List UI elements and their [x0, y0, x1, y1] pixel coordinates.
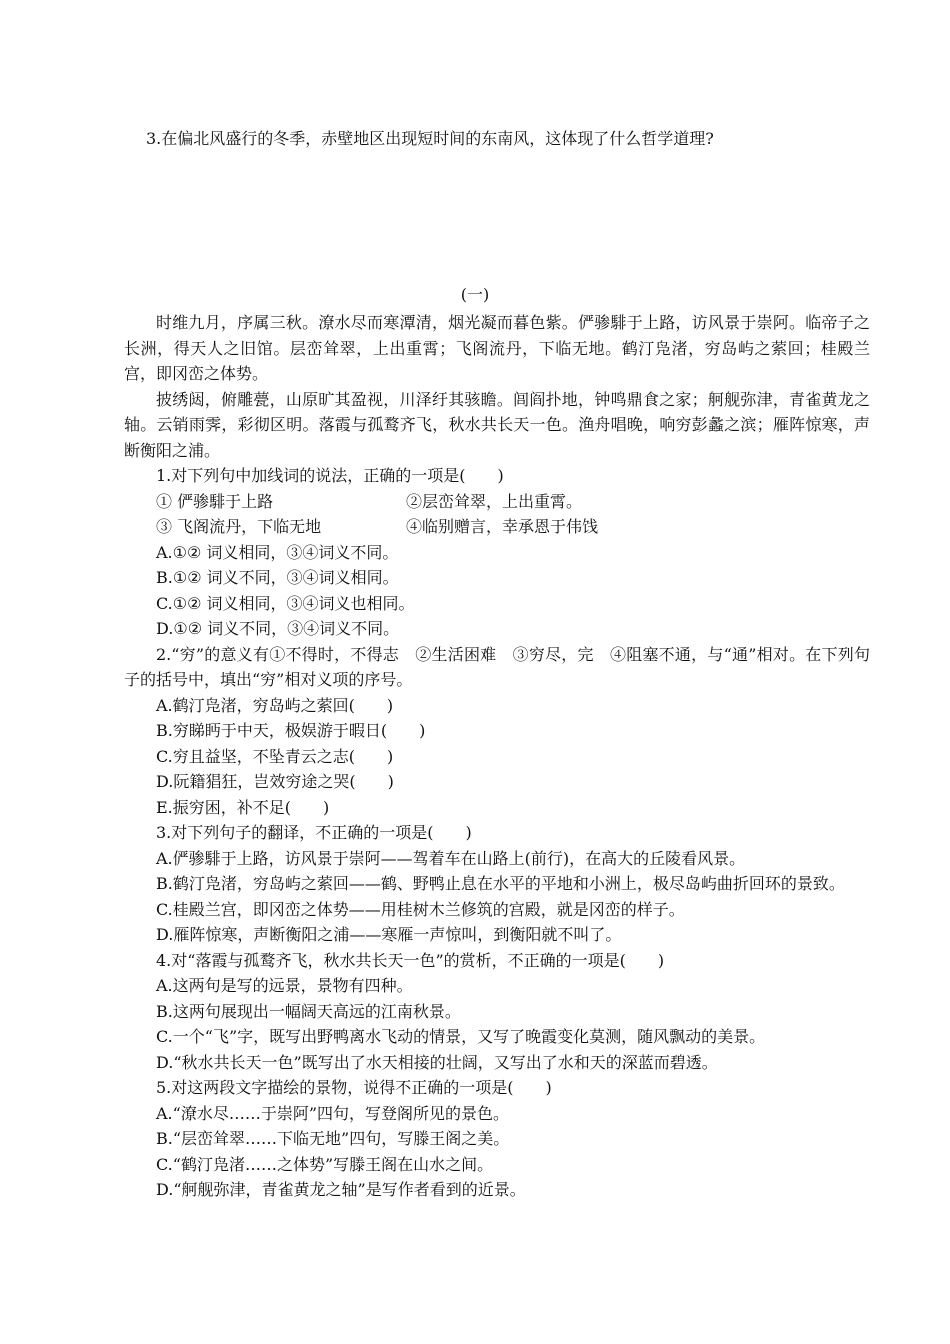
q4-option-c: C.一个“飞”字，既写出野鸭离水飞动的情景，又写了晚霞变化莫测，随风飘动的美景。 — [156, 1027, 766, 1046]
q3-option-a: A.俨骖騑于上路，访风景于崇阿——驾着车在山路上(前行)，在高大的丘陵看风景。 — [156, 848, 746, 868]
q5-option-b: B.“层峦耸翠……下临无地”四句，写滕王阁之美。 — [156, 1129, 510, 1148]
q1-option-a: A.①② 词义相同，③④词义不同。 — [156, 542, 399, 562]
question-1-stem: 1.对下列句中加线词的说法，正确的一项是( ) — [156, 466, 504, 485]
question-1-items-row-2 — [124, 514, 870, 540]
question-3-stem: 3.对下列句子的翻译，不正确的一项是( ) — [156, 823, 472, 842]
q3-option-b: B.鹤汀凫渚，穷岛屿之萦回——鹤、野鸭止息在水平的平地和小洲上，极尽岛屿曲折回环的景致。 — [156, 874, 845, 893]
q4-option-d: D.“秋水共长天一色”既写出了水天相接的壮阔，又写出了水和天的深蓝而碧透。 — [156, 1052, 718, 1072]
q2-option-c: C.穷且益坚，不坠青云之志( ) — [156, 746, 394, 766]
q2-option-d: D.阮籍猖狂，岂效穷途之哭( ) — [156, 772, 394, 791]
question-4-stem: 4.对“落霞与孤鹜齐飞，秋水共长天一色”的赏析，不正确的一项是( ) — [156, 950, 665, 970]
question-2-stem: 2.“穷”的意义有①不得时，不得志 ②生活困难 ③穷尽，完 ④阻塞不通，与“通”相对。在下列句子的括号中，填出“穷”相对义项的序号。 — [124, 644, 870, 689]
q1-option-d: D.①② 词义不同，③④词义不同。 — [156, 619, 400, 638]
section-title: (一) — [460, 285, 490, 304]
q5-option-d: D.“舸舰弥津，青雀黄龙之轴”是写作者看到的近景。 — [156, 1180, 526, 1199]
q5-option-c: C.“鹤汀凫渚……之体势”写滕王阁在山水之间。 — [156, 1154, 494, 1174]
q2-option-e: E.振穷困，补不足( ) — [156, 797, 330, 817]
q1-option-b: B.①② 词义不同，③④词义相同。 — [156, 568, 399, 587]
q4-option-b: B.这两句展现出一幅阔天高远的江南秋景。 — [156, 1001, 461, 1021]
q1-item-2: ②层峦耸翠，上出重霄。 — [406, 491, 583, 511]
passage-paragraph-1: 时维九月，序属三秋。潦水尽而寒潭清，烟光凝而暮色紫。俨骖騑于上路，访风景于崇阿。临帝子之长洲，得天人之旧馆。层峦耸翠，上出重霄；飞阁流丹，下临无地。鹤汀凫渚，穷岛屿之萦回；桂殿兰宫，即冈峦之体势。 — [124, 313, 870, 383]
passage-paragraph-2: 披绣闼，俯雕甍，山原旷其盈视，川泽纡其骇瞻。闾阎扑地，钟鸣鼎食之家；舸舰弥津，青雀黄龙之轴。云销雨霁，彩彻区明。落霞与孤鹜齐飞，秋水共长天一色。渔舟唱晚，响穷彭蠡之滨；雁阵惊寒，声断衡阳之浦。 — [124, 389, 870, 460]
q5-option-a: A.“潦水尽……于崇阿”四句，写登阁所见的景色。 — [156, 1103, 510, 1123]
q3-option-c: C.桂殿兰宫，即冈峦之体势——用桂树木兰修筑的宫殿，就是冈峦的样子。 — [156, 899, 685, 919]
q2-option-b: B.穷睇眄于中天，极娱游于暇日( ) — [156, 721, 426, 740]
previous-question: 3.在偏北风盛行的冬季，赤壁地区出现短时间的东南风，这体现了什么哲学道理? — [146, 129, 714, 148]
reading-section — [124, 310, 870, 1203]
q4-option-a: A.这两句是写的远景，景物有四种。 — [156, 976, 413, 995]
q1-item-1: ① 俨骖騑于上路 — [156, 491, 274, 511]
q1-option-c: C.①② 词义相同，③④词义也相同。 — [156, 593, 415, 613]
q1-item-3: ③ 飞阁流丹，下临无地 — [156, 517, 322, 536]
q2-option-a: A.鹤汀凫渚，穷岛屿之萦回( ) — [156, 695, 394, 715]
question-1-items-row-1 — [124, 489, 870, 515]
q3-option-d: D.雁阵惊寒，声断衡阳之浦——寒雁一声惊叫，到衡阳就不叫了。 — [156, 925, 622, 944]
question-5-stem: 5.对这两段文字描绘的景物，说得不正确的一项是( ) — [156, 1078, 552, 1097]
q1-item-4: ④临别赠言，幸承恩于伟饯 — [406, 517, 599, 536]
